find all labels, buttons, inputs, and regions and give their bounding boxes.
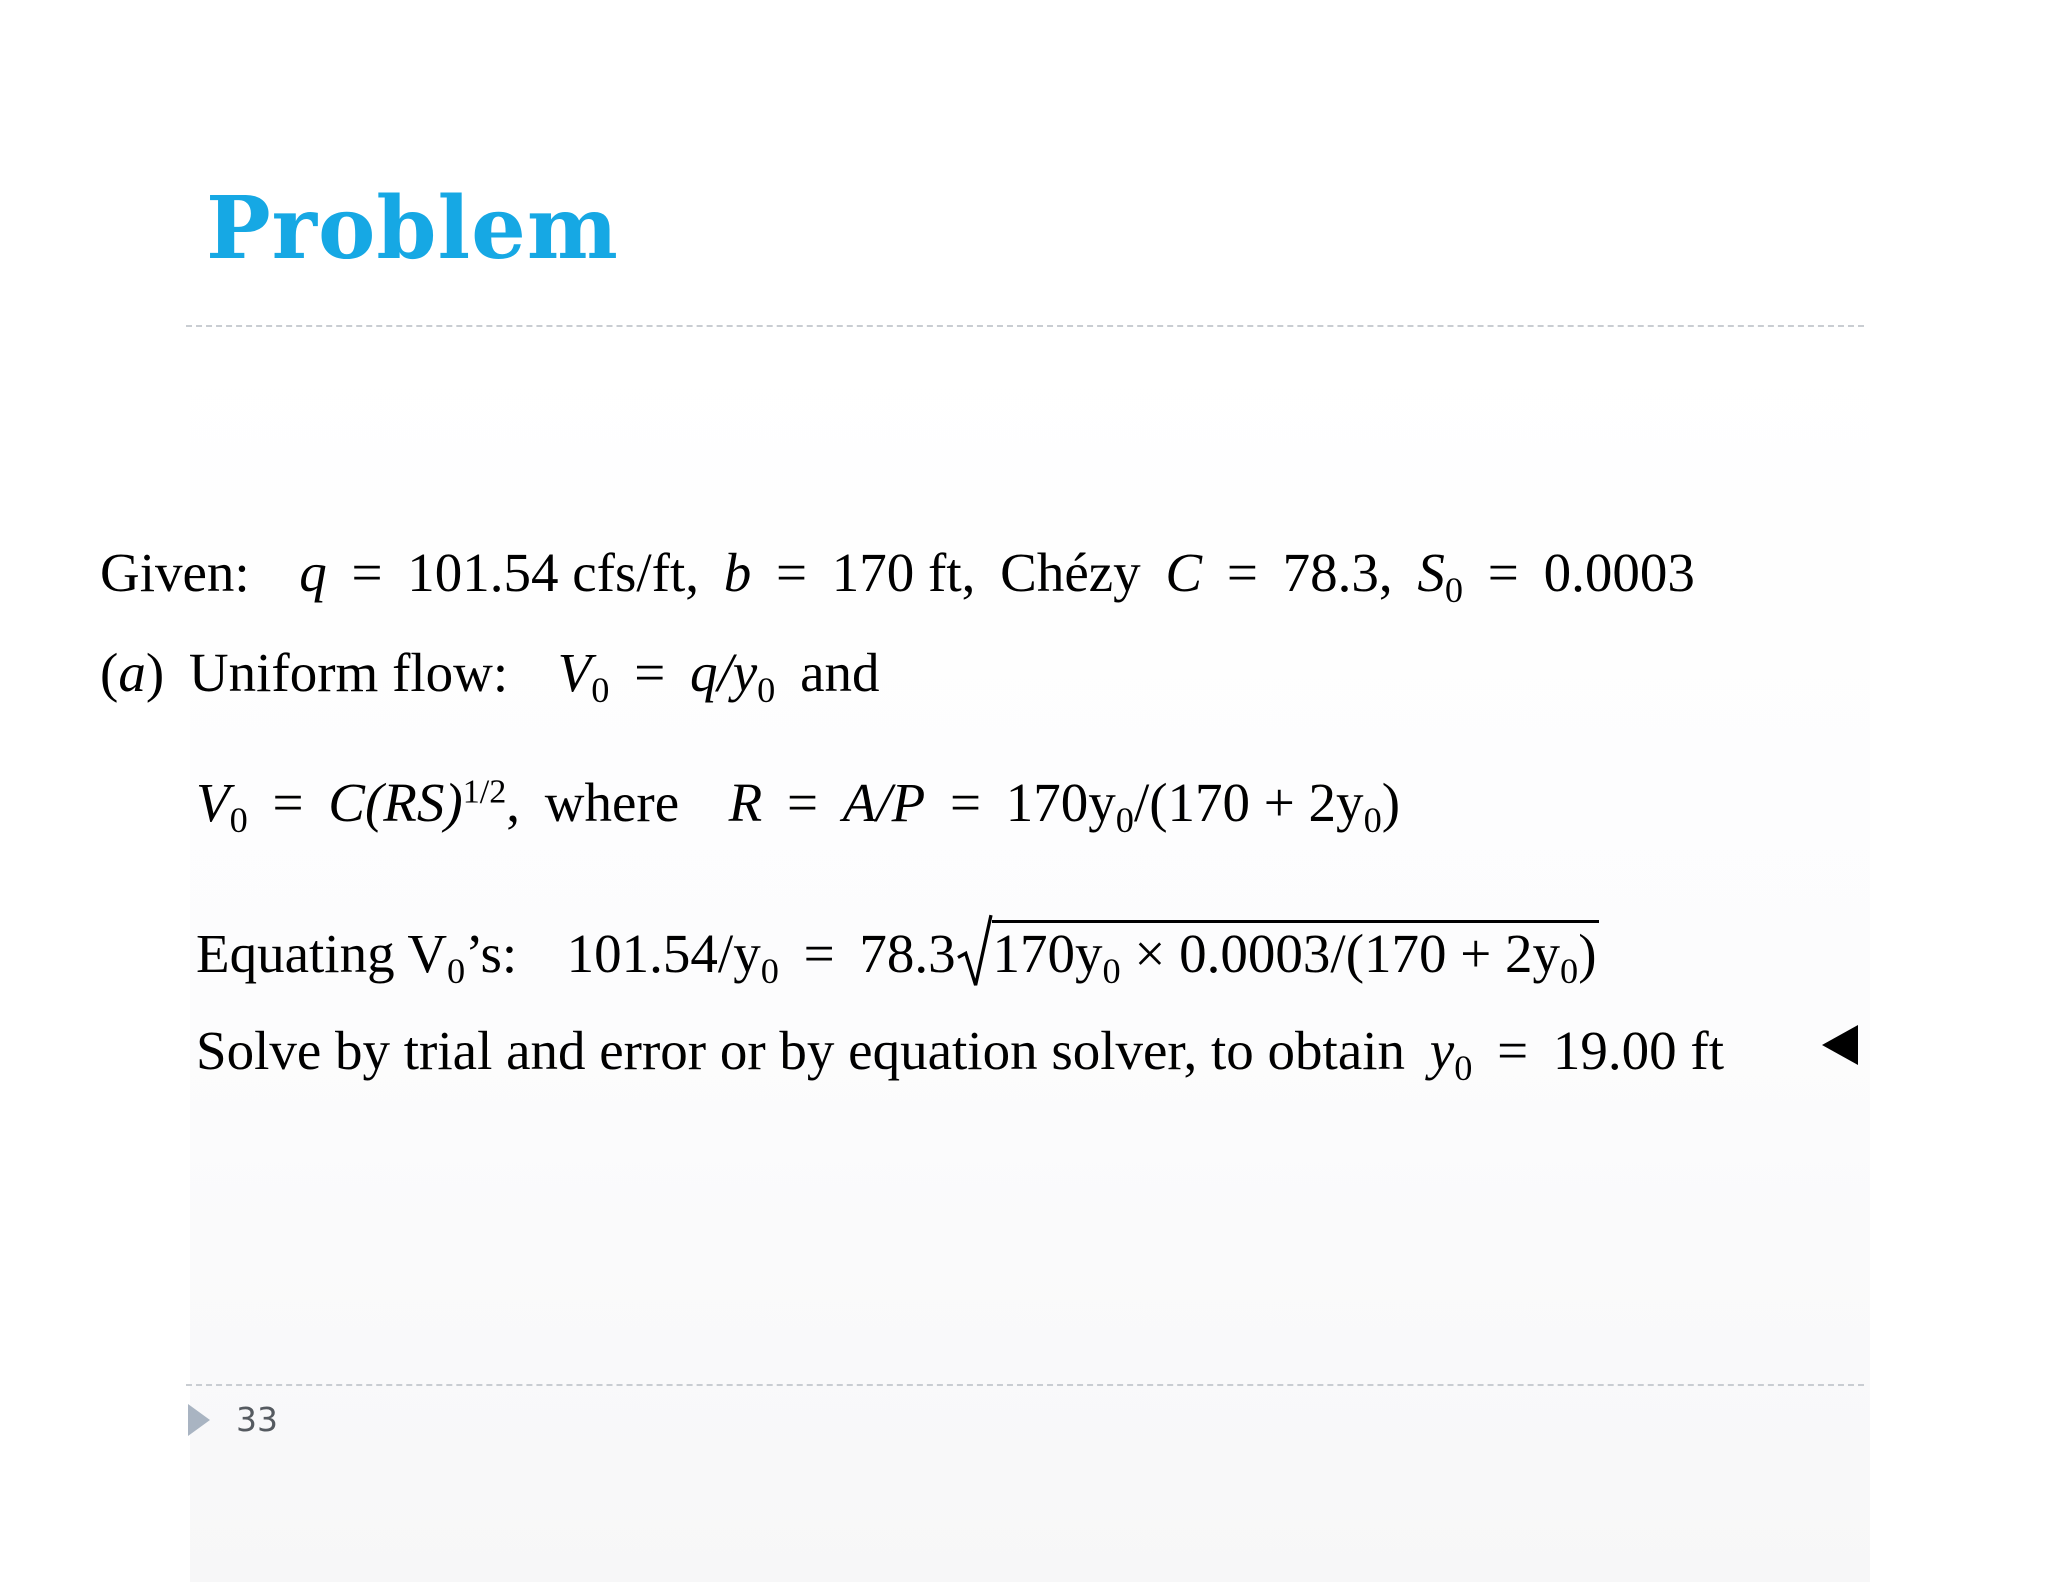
hydraulic-radius-expression: $170y_0/(170 + 2y_0)$: [1005, 772, 1401, 840]
q-value: 101.54 cfs/ft,: [407, 542, 699, 603]
equals-sign: =: [351, 542, 383, 603]
y0-symbol: y: [1429, 1020, 1455, 1081]
right-triangle-bullet-icon: [186, 1402, 212, 1438]
result-value: 19.00 ft: [1552, 1020, 1725, 1081]
v0-subscript: 0: [591, 669, 610, 710]
s-value: 0.0003: [1543, 542, 1695, 603]
given-label: Given:: [100, 542, 250, 603]
and-text: and: [800, 642, 880, 703]
equals-sign: =: [1487, 542, 1519, 603]
equating-line: [196, 920, 1599, 991]
equals-sign: =: [803, 922, 835, 984]
uniform-flow-text: Uniform flow:: [188, 642, 509, 703]
equals-sign: =: [950, 772, 982, 833]
q-over-y: q/y: [689, 642, 758, 703]
equals-sign: =: [776, 542, 808, 603]
footer-divider: [186, 1384, 1864, 1386]
v0-subscript: 0: [229, 799, 248, 840]
s-symbol: S: [1417, 542, 1445, 603]
b-symbol: b: [723, 542, 752, 603]
equals-sign: =: [272, 772, 304, 833]
title-divider: [186, 325, 1864, 327]
c-value: 78.3,: [1282, 542, 1393, 603]
b-value: 170 ft,: [831, 542, 976, 603]
where-text: where: [544, 772, 680, 833]
v0-symbol: V: [196, 772, 230, 833]
part-a-label: (a): [100, 642, 165, 703]
c-rs-term: C(RS): [328, 772, 463, 833]
equating-lhs: $101.54/y_0$: [566, 922, 779, 991]
solve-line: [196, 1020, 1725, 1088]
y0-subscript: 0: [757, 669, 776, 710]
exponent: 1/2: [462, 773, 507, 811]
square-root: [958, 920, 1599, 991]
velocity-line: [196, 772, 1401, 840]
solve-text: Solve by trial and error or by equation solver, to obtain: [196, 1020, 1406, 1081]
radicand: $170y_0 \times 0.0003/(170 + 2y_0)$: [992, 920, 1599, 981]
c-symbol: C: [1165, 542, 1203, 603]
given-line: [100, 542, 1695, 610]
equals-sign: =: [1226, 542, 1258, 603]
s-subscript: 0: [1444, 569, 1464, 610]
equals-sign: =: [634, 642, 666, 703]
comma: ,: [506, 772, 521, 833]
q-symbol: q: [299, 542, 327, 603]
equals-sign: =: [786, 772, 819, 833]
v0-symbol: V: [557, 642, 592, 703]
part-a-line: [100, 642, 880, 710]
r-symbol: R: [728, 772, 763, 833]
chezy-coefficient: 78.3: [859, 922, 956, 984]
equals-sign: =: [1497, 1020, 1529, 1081]
slide-title: Problem: [206, 178, 619, 279]
page-number: 33: [236, 1400, 278, 1439]
equating-label: Equating $V_0’s$:: [196, 922, 518, 991]
y0-subscript: 0: [1454, 1047, 1473, 1088]
left-triangle-icon: [1820, 1023, 1860, 1067]
chezy-label: Chézy: [1000, 542, 1141, 603]
a-over-p: A/P: [842, 772, 926, 833]
radical-sign-icon: [958, 913, 991, 987]
